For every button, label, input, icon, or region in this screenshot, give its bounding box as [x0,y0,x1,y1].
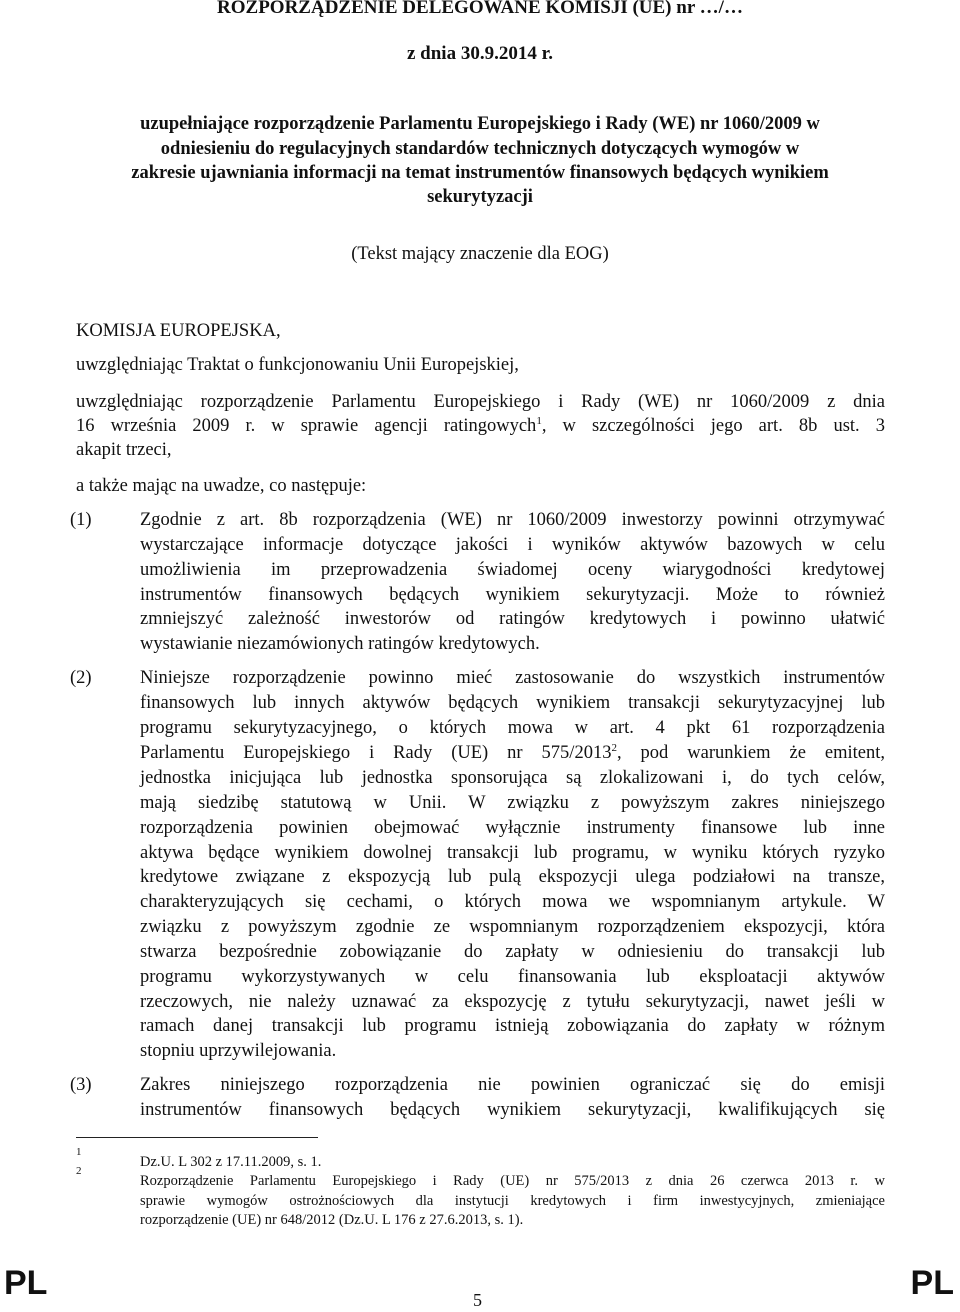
recital-1-line: wystarczające informacje dotyczące jakości i wyników aktywów bazowych w celu [140,535,885,555]
recital-2-line: jednostka inicjująca lub jednostka sponsorująca są zlokalizowani i, do tych celów, [140,768,885,788]
recital-2-line: Parlamentu Europejskiego i Rady (UE) nr 575/2013$^2$, pod warunkiem że emitent, [140,741,885,763]
recital-2-line: programu sekurytyzacyjnego, o których mowa w art. 4 pkt 61 rozporządzenia [140,718,885,738]
eea-relevance: (Tekst mający znaczenie dla EOG) [351,244,609,264]
language-code-left: PL [4,1264,48,1302]
recital-1-line: zmniejszyć zależność inwestorów od ratingów kredytowych i powinno ułatwić [140,609,885,629]
footnote-separator [76,1137,318,1138]
footnote-2-line: rozporządzenie (UE) nr 648/2012 (Dz.U. L 176 z 27.6.2013, s. 1). [140,1212,524,1228]
recital-2-line: związku z powyższym zgodnie ze wspomnianym rozporządzeniem ekspozycji, która [140,917,885,937]
recital-2-line: ramach danej transakcji lub programu istnieją zobowiązania do zapłaty w różnym [140,1016,885,1036]
recital-2-line: kredytowe związane z ekspozycją lub pulą ekspozycji ulega podziałowi na transze, [140,867,885,887]
recital-2-line: Niniejsze rozporządzenie powinno mieć zastosowanie do wszystkich instrumentów [140,668,885,688]
recital-2-line: rzeczowych, nie należy uznawać za ekspozycję z tytułu sekurytyzacji, nawet jeśli w [140,992,885,1012]
having-regard-regulation-line-1: uwzględniając rozporządzenie Parlamentu Europejskiego i Rady (WE) nr 1060/2009 z dnia [76,392,885,412]
recital-2-line: stwarza bezpośrednie zobowiązanie do zapłaty w odniesieniu do transakcji lub [140,942,885,962]
footnote-1-text: Dz.U. L 302 z 17.11.2009, s. 1. [140,1154,322,1170]
recital-2-line: programu wykorzystywanych w celu finansowania lub eksploatacji aktywów [140,967,885,987]
recital-2-line: charakteryzujących się cechami, o których mowa we wspomnianym artykule. W [140,892,885,912]
subject-line-3: zakresie ujawniania informacji na temat instrumentów finansowych będących wynikiem [131,163,829,183]
subject-line-1: uzupełniające rozporządzenie Parlamentu Europejskiego i Rady (WE) nr 1060/2009 w [140,114,820,134]
whereas-intro: a także mając na uwadze, co następuje: [76,476,367,496]
recital-1-line: Zgodnie z art. 8b rozporządzenia (WE) nr 1060/2009 inwestorzy powinni otrzymywać [140,510,885,530]
footnote-ref-2[interactable]: 2 [611,741,617,754]
language-code-right: PL [910,1264,954,1302]
having-regard-treaty: uwzględniając Traktat o funkcjonowaniu Unii Europejskiej, [76,355,519,375]
recital-3-line: instrumentów finansowych będących wynikiem sekurytyzacji, kwalifikujących się [140,1100,885,1120]
document-title: ROZPORZĄDZENIE DELEGOWANE KOMISJI (UE) nr …/… [217,0,743,18]
page-number: 5 [473,1290,482,1310]
recital-1-number: (1) [70,510,92,530]
commission-heading: KOMISJA EUROPEJSKA, [76,321,281,341]
recital-1-line: instrumentów finansowych będących wynikiem sekurytyzacji. Może to również [140,585,885,605]
recital-1-line: umożliwienia im przeprowadzenia świadomej oceny wiarygodności kredytowej [140,560,885,580]
recital-2-line: rozporządzenia powinien obejmować wyłącznie instrumenty finansowe lub inne [140,818,885,838]
document-date: z dnia 30.9.2014 r. [406,43,554,64]
subject-line-4: sekurytyzacji [427,187,533,207]
footnote-1-number: 1 [76,1146,82,1159]
having-regard-regulation-line-2: 16 września 2009 r. w sprawie agencji ratingowych$^1$, w szczególności jego art. 8b ust. 3 [76,414,886,436]
recital-2-line: mają siedzibę statutową w Unii. W związku z powyższym zakres niniejszego [140,793,885,813]
having-regard-regulation-line-3: akapit trzeci, [76,440,172,460]
footnote-2-number: 2 [76,1165,82,1178]
recital-2-line: aktywa będące wynikiem dowolnej transakcji lub programu, w wyniku których ryzyko [140,843,885,863]
recital-2-number: (2) [70,668,92,688]
subject-line-2: odniesieniu do regulacyjnych standardów technicznych dotyczących wymogów w [160,139,800,159]
recital-1-line: wystawianie niezamówionych ratingów kredytowych. [140,634,540,654]
footnote-ref-1[interactable]: 1 [536,414,542,427]
recital-2-line: stopniu uprzywilejowania. [140,1041,337,1061]
recital-2-line: finansowych lub innych aktywów będących wynikiem transakcji sekurytyzacyjnej lub [140,693,885,713]
footnote-2-line: sprawie wymogów ostrożnościowych dla instytucji kredytowych i firm inwestycyjnych, zmieniające [140,1193,885,1209]
recital-3-line: Zakres niniejszego rozporządzenia nie powinien ograniczać się do emisji [140,1075,885,1095]
footnote-2-line: Rozporządzenie Parlamentu Europejskiego i Rady (UE) nr 575/2013 z dnia 26 czerwca 2013 r. w [140,1173,885,1189]
recital-3-number: (3) [70,1075,92,1095]
